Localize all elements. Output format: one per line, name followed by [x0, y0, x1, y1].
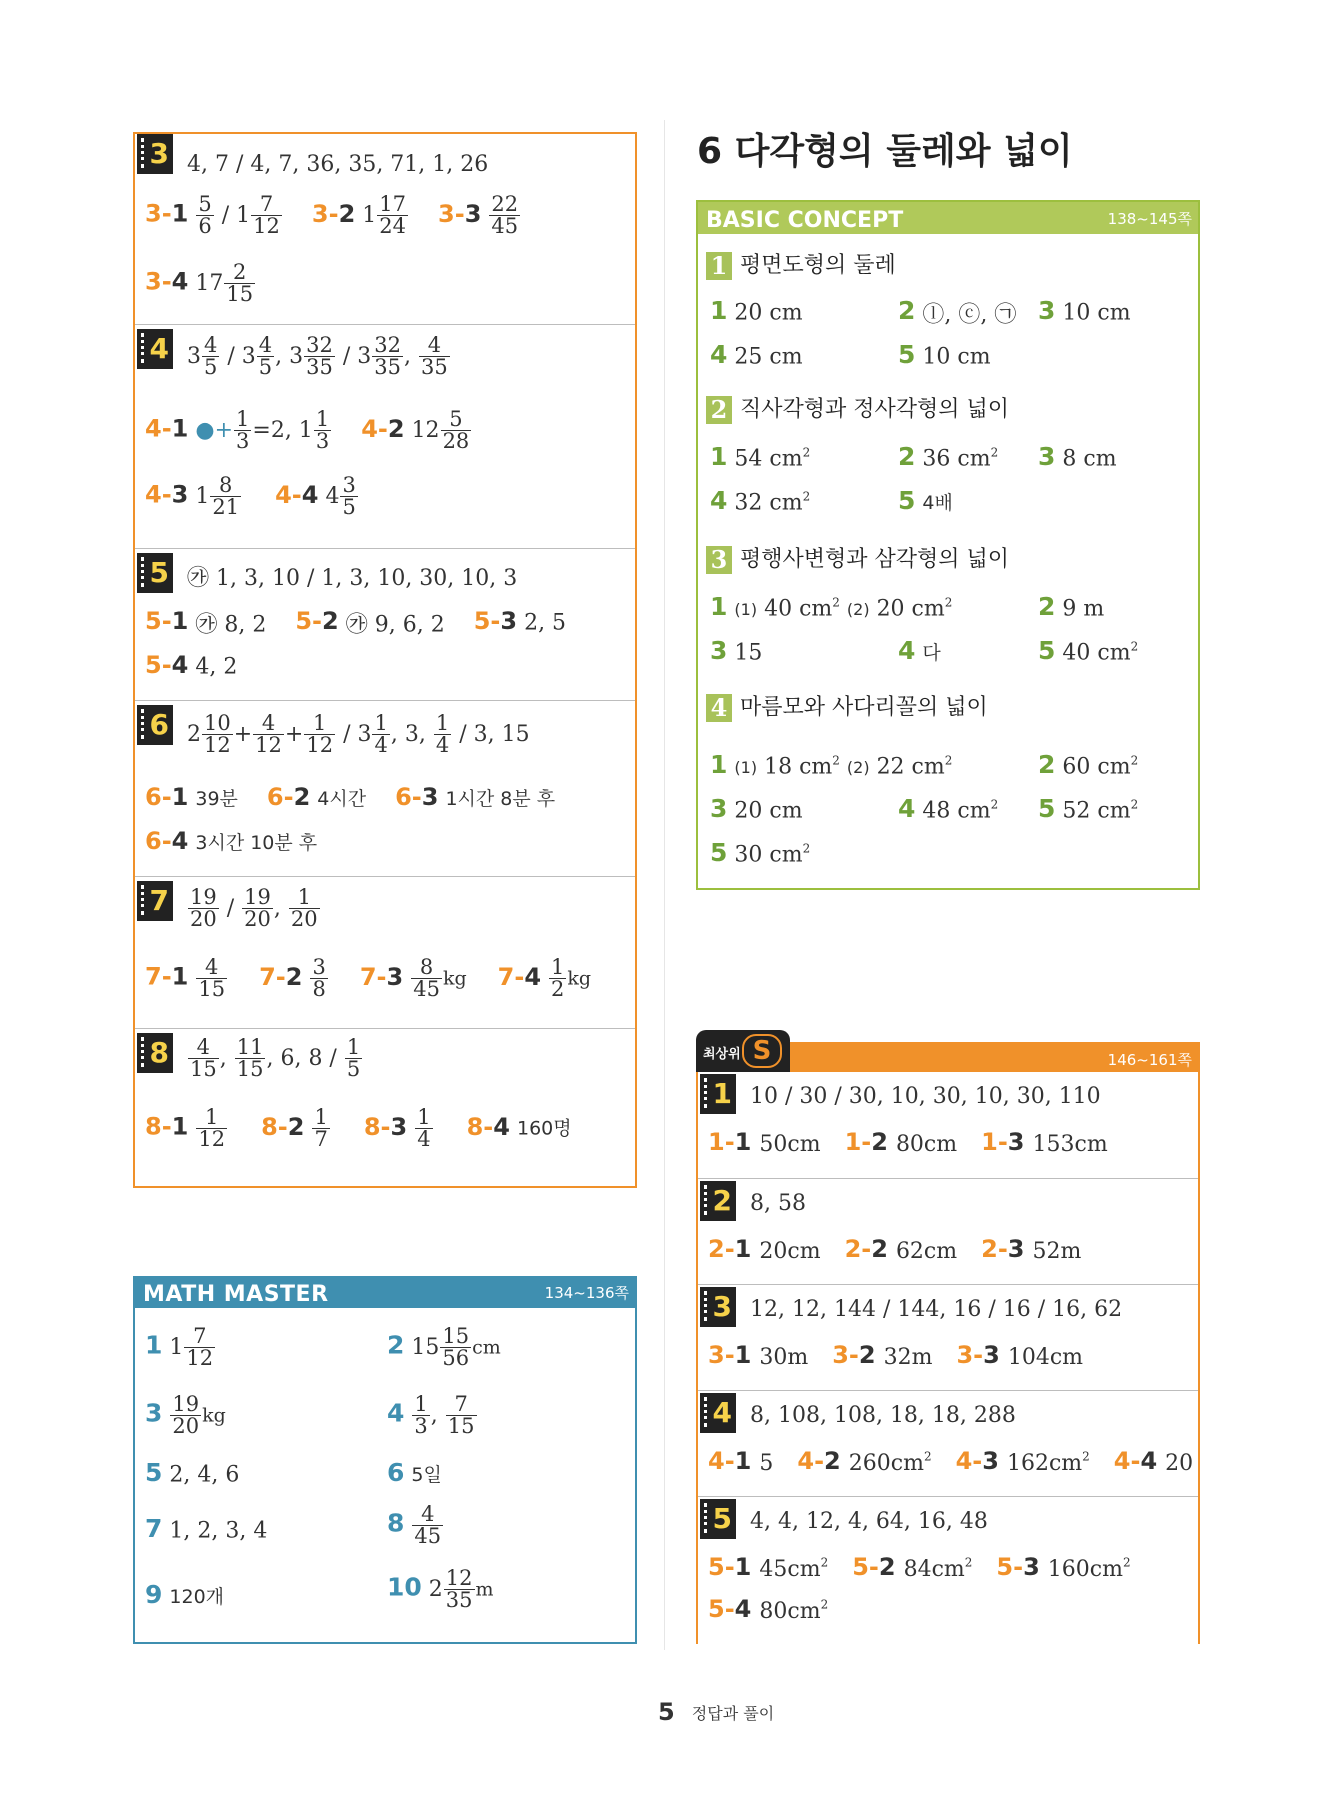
- answer-label: 4-4: [1113, 1447, 1158, 1475]
- section-badge: 4: [137, 329, 173, 369]
- answer-label: 2-2: [844, 1235, 888, 1263]
- section-badge: 2: [700, 1181, 736, 1221]
- answer-value: 80cm: [895, 1131, 958, 1157]
- answer-row: 6-1 39분 6-2 4시간 6-3 1시간 8분 후: [145, 783, 556, 811]
- circle-symbol: ●+: [195, 418, 234, 443]
- top-level-section-5: [698, 1496, 1198, 1624]
- subsection-title: 3 평행사변형과 삼각형의 넓이: [706, 542, 1009, 574]
- page-range: 134~136쪽: [544, 1284, 629, 1302]
- whole-number: 17: [195, 271, 224, 296]
- answer-row: 4-1 ●+ $\frac{1}{3}$ =2, 1 $\frac{1}{3}$ 4-2 12 $\frac{5}{28}$: [145, 407, 470, 453]
- s-logo-icon: S: [742, 1034, 782, 1068]
- whole-number: 1: [236, 203, 251, 228]
- answer-label: 5-4: [708, 1595, 752, 1623]
- answer-label: 4-3: [955, 1447, 999, 1475]
- mm-item-7: 7 1, 2, 3, 4: [145, 1514, 268, 1544]
- mm-item-6: 6 5일: [387, 1458, 442, 1487]
- section-main-answer: 4, 7 / 4, 7, 36, 35, 71, 1, 26: [187, 152, 489, 177]
- answer-item: 5 4배: [898, 486, 953, 515]
- section-8: [135, 1028, 635, 1187]
- answer-item: 1 (1) 18 $cm^2$ (2) 22 $cm^2$: [710, 750, 953, 780]
- section-main-answer: $\frac{4}{15}$ , $\frac{11}{15}$ , 6, 8 / $\frac{1}{5}$: [190, 1035, 361, 1081]
- superscript: 2: [923, 1449, 932, 1464]
- answer-label: 5-1: [708, 1553, 752, 1581]
- fraction: $\frac{17}{24}$: [379, 192, 407, 238]
- answer-label: 3-2: [832, 1341, 876, 1369]
- answer-label: 2-1: [708, 1235, 752, 1263]
- section-badge: 3: [137, 134, 173, 174]
- answer-label: 3-2: [311, 199, 356, 228]
- answer-value: 50cm: [759, 1131, 821, 1157]
- section-badge: 5: [700, 1499, 736, 1539]
- footer-label: 정답과 풀이: [691, 1703, 775, 1723]
- answer-item: 4 25 cm: [710, 340, 803, 370]
- answer-value: 153cm: [1032, 1131, 1108, 1157]
- superscript: 2: [820, 1597, 829, 1612]
- top-level-badge: [696, 1030, 790, 1072]
- answer-row: 8-1 $\frac{1}{12}$ 8-2 $\frac{1}{7}$ 8-3 $\frac{1}{4}$ 8-4 160명: [145, 1105, 572, 1151]
- top-level-section-4: [698, 1390, 1198, 1497]
- section-badge: 6: [137, 705, 173, 745]
- subsection-title: 1 평면도형의 둘레: [706, 248, 896, 280]
- section-main-answer: 4, 4, 12, 4, 64, 16, 48: [750, 1509, 988, 1534]
- section-main-answer: ㉮ 1, 3, 10 / 1, 3, 10, 30, 10, 3: [187, 566, 518, 591]
- answer-row: 4-3 1 $\frac{8}{21}$ 4-4 4 $\frac{3}{5}$: [145, 473, 356, 519]
- section-main-answer: 2 $\frac{10}{12}$ + $\frac{4}{12}$ + $\frac{1}{12}$ / 3 $\frac{1}{4}$ , 3, $\frac{1}{4}$ / 3, 15: [187, 711, 530, 757]
- answer-value: 260cm: [848, 1450, 924, 1476]
- whole-number: 1: [362, 203, 377, 228]
- answer-value: 104cm: [1007, 1344, 1084, 1370]
- top-level-box: [696, 1036, 1200, 1644]
- badge-text: 최상위: [703, 1047, 741, 1062]
- answer-label: 2-3: [981, 1235, 1025, 1263]
- column-divider: [664, 120, 665, 1650]
- section-6: [135, 700, 635, 877]
- page-number: 5: [658, 1698, 675, 1726]
- section-main-answer: 10 / 30 / 30, 10, 30, 10, 30, 110: [750, 1084, 1101, 1109]
- answer-item: 3 20 cm: [710, 794, 803, 824]
- mm-item-5: 5 2, 4, 6: [145, 1458, 240, 1488]
- answer-value: 52m: [1032, 1238, 1082, 1264]
- mm-item-3: 3 $\frac{19}{20}$ kg: [145, 1392, 226, 1438]
- superscript: 2: [1122, 1555, 1131, 1570]
- section-main-answer: $\frac{19}{20}$ / $\frac{19}{20}$ , $\frac{1}{20}$: [190, 885, 318, 931]
- mm-item-8: 8 $\frac{4}{45}$: [387, 1502, 442, 1548]
- answer-item: 5 10 cm: [898, 340, 991, 370]
- section-3: [135, 132, 635, 324]
- answer-row: [145, 194, 521, 237]
- section-4: [135, 324, 635, 549]
- answer-item: 2 ⓛ, ⓒ, ㉠: [898, 296, 1017, 328]
- page-range: 146~161쪽: [1107, 1051, 1192, 1069]
- answer-value: 30m: [759, 1344, 809, 1370]
- answer-value: 20cm: [759, 1238, 821, 1264]
- fraction: $\frac{2}{15}$: [226, 260, 254, 306]
- top-level-section-2: [698, 1178, 1198, 1285]
- answer-label: 5-3: [996, 1553, 1040, 1581]
- answer-label: 5-2: [852, 1553, 896, 1581]
- section-5: [135, 548, 635, 701]
- answer-row: [708, 1341, 1083, 1370]
- section-badge: 1: [700, 1074, 736, 1114]
- answer-item: 4 다: [898, 636, 941, 665]
- separator: /: [221, 203, 230, 228]
- superscript: 2: [820, 1555, 829, 1570]
- answer-item: 1 54 $cm^2$: [710, 442, 811, 472]
- page-footer: [658, 1698, 774, 1726]
- fraction: $\frac{22}{45}$: [491, 192, 519, 238]
- answer-item: 2 60 $cm^2$: [1038, 750, 1139, 780]
- mm-item-2: 2 15 $\frac{15}{56}$ cm: [387, 1324, 501, 1370]
- math-master-header: [135, 1278, 635, 1308]
- section-badge: 3: [700, 1287, 736, 1327]
- answer-value: 5: [759, 1450, 774, 1476]
- answer-item: 5 30 $cm^2$: [710, 838, 811, 868]
- answer-item: 5 40 $cm^2$: [1038, 636, 1139, 666]
- answer-label: 1-1: [708, 1128, 752, 1156]
- answer-value: 80cm: [759, 1598, 821, 1624]
- answer-label: 3-4: [145, 267, 189, 296]
- superscript: 2: [964, 1555, 973, 1570]
- answer-value: 162cm: [1006, 1450, 1083, 1476]
- answer-label: 3-3: [956, 1341, 1000, 1369]
- answer-label: 4-2: [797, 1447, 841, 1475]
- answer-item: 4 32 $cm^2$: [710, 486, 811, 516]
- section-7: [135, 876, 635, 1029]
- section-main-answer: 3 $\frac{4}{5}$ / 3 $\frac{4}{5}$ , 3 $\frac{32}{35}$ / 3 $\frac{32}{35}$ , $\frac{4}{35}$: [187, 333, 448, 379]
- subsection-title: 2 직사각형과 정사각형의 넓이: [706, 392, 1009, 424]
- answer-row: [708, 1128, 1108, 1157]
- chapter-title: 6 다각형의 둘레와 넓이: [697, 131, 1073, 172]
- section-badge: 4: [700, 1393, 736, 1433]
- answer-value: 20: [1165, 1450, 1194, 1476]
- top-level-section-1: [698, 1072, 1198, 1178]
- top-level-section-3: [698, 1284, 1198, 1391]
- answer-value: 45cm: [759, 1556, 821, 1582]
- subsection-title: 4 마름모와 사다리꼴의 넓이: [706, 690, 988, 722]
- answer-value: 160cm: [1047, 1556, 1123, 1582]
- answer-label: 1-3: [981, 1128, 1025, 1156]
- fraction: $\frac{5}{6}$: [198, 192, 212, 238]
- mm-item-4: 4 $\frac{1}{3}$ , $\frac{7}{15}$: [387, 1392, 475, 1438]
- basic-concept-box: [696, 200, 1200, 890]
- basic-concept-header: [698, 202, 1198, 234]
- left-answer-box: [133, 132, 637, 1188]
- answer-row: 5-1 ㉮ 8, 2 5-2 ㉮ 9, 6, 2 5-3 2, 5: [145, 607, 567, 638]
- answer-row: 6-4 3시간 10분 후: [145, 827, 318, 855]
- answer-item: 3 8 cm: [1038, 442, 1117, 472]
- superscript: 2: [1082, 1449, 1090, 1464]
- basic-concept-title: BASIC CONCEPT: [706, 208, 904, 233]
- section-main-answer: 12, 12, 144 / 144, 16 / 16 / 16, 62: [750, 1297, 1123, 1322]
- section-main-answer: 8, 108, 108, 18, 18, 288: [750, 1403, 1016, 1428]
- answer-value: 84cm: [903, 1556, 965, 1582]
- mm-item-9: 9 120개: [145, 1580, 225, 1609]
- section-badge: 7: [137, 881, 173, 921]
- answer-item: 1 (1) 40 $cm^2$ (2) 20 $cm^2$: [710, 592, 953, 622]
- answer-row: 7-1 $\frac{4}{15}$ 7-2 $\frac{3}{8}$ 7-3 $\frac{8}{45}$ kg 7-4 $\frac{1}{2}$ kg: [145, 955, 592, 1001]
- answer-item: 2 36 $cm^2$: [898, 442, 999, 472]
- answer-row: 5-4 4, 2: [145, 651, 238, 680]
- answer-label: 3-1: [145, 199, 189, 228]
- answer-item: 4 48 $cm^2$: [898, 794, 999, 824]
- answer-row: [708, 1235, 1081, 1264]
- answer-label: 1-2: [844, 1128, 888, 1156]
- answer-label: 3-3: [438, 199, 482, 228]
- answer-row: [708, 1553, 1131, 1582]
- mm-item-10: 10 2 $\frac{12}{35}$ m: [387, 1566, 494, 1612]
- answer-row: [708, 1595, 828, 1624]
- answer-label: 3-1: [708, 1341, 752, 1369]
- section-badge: 5: [137, 553, 173, 593]
- section-main-answer: 8, 58: [750, 1191, 806, 1216]
- answer-item: 5 52 $cm^2$: [1038, 794, 1139, 824]
- answer-item: 3 15: [710, 636, 763, 666]
- answer-row: [708, 1447, 1193, 1476]
- answer-label: 4-1: [708, 1447, 752, 1475]
- mm-item-1: 1 1 $\frac{7}{12}$: [145, 1324, 214, 1370]
- answer-item: 3 10 cm: [1038, 296, 1131, 326]
- answer-item: 1 20 cm: [710, 296, 803, 326]
- answer-value: 32m: [883, 1344, 933, 1370]
- math-master-title: MATH MASTER: [143, 1282, 329, 1307]
- math-master-box: [133, 1276, 637, 1644]
- page-range: 138~145쪽: [1107, 210, 1192, 228]
- answer-row: [145, 262, 256, 305]
- fraction: $\frac{7}{12}$: [253, 192, 280, 238]
- answer-item: 2 9 m: [1038, 592, 1105, 622]
- answer-value: 62cm: [895, 1238, 958, 1264]
- section-badge: 8: [137, 1033, 173, 1073]
